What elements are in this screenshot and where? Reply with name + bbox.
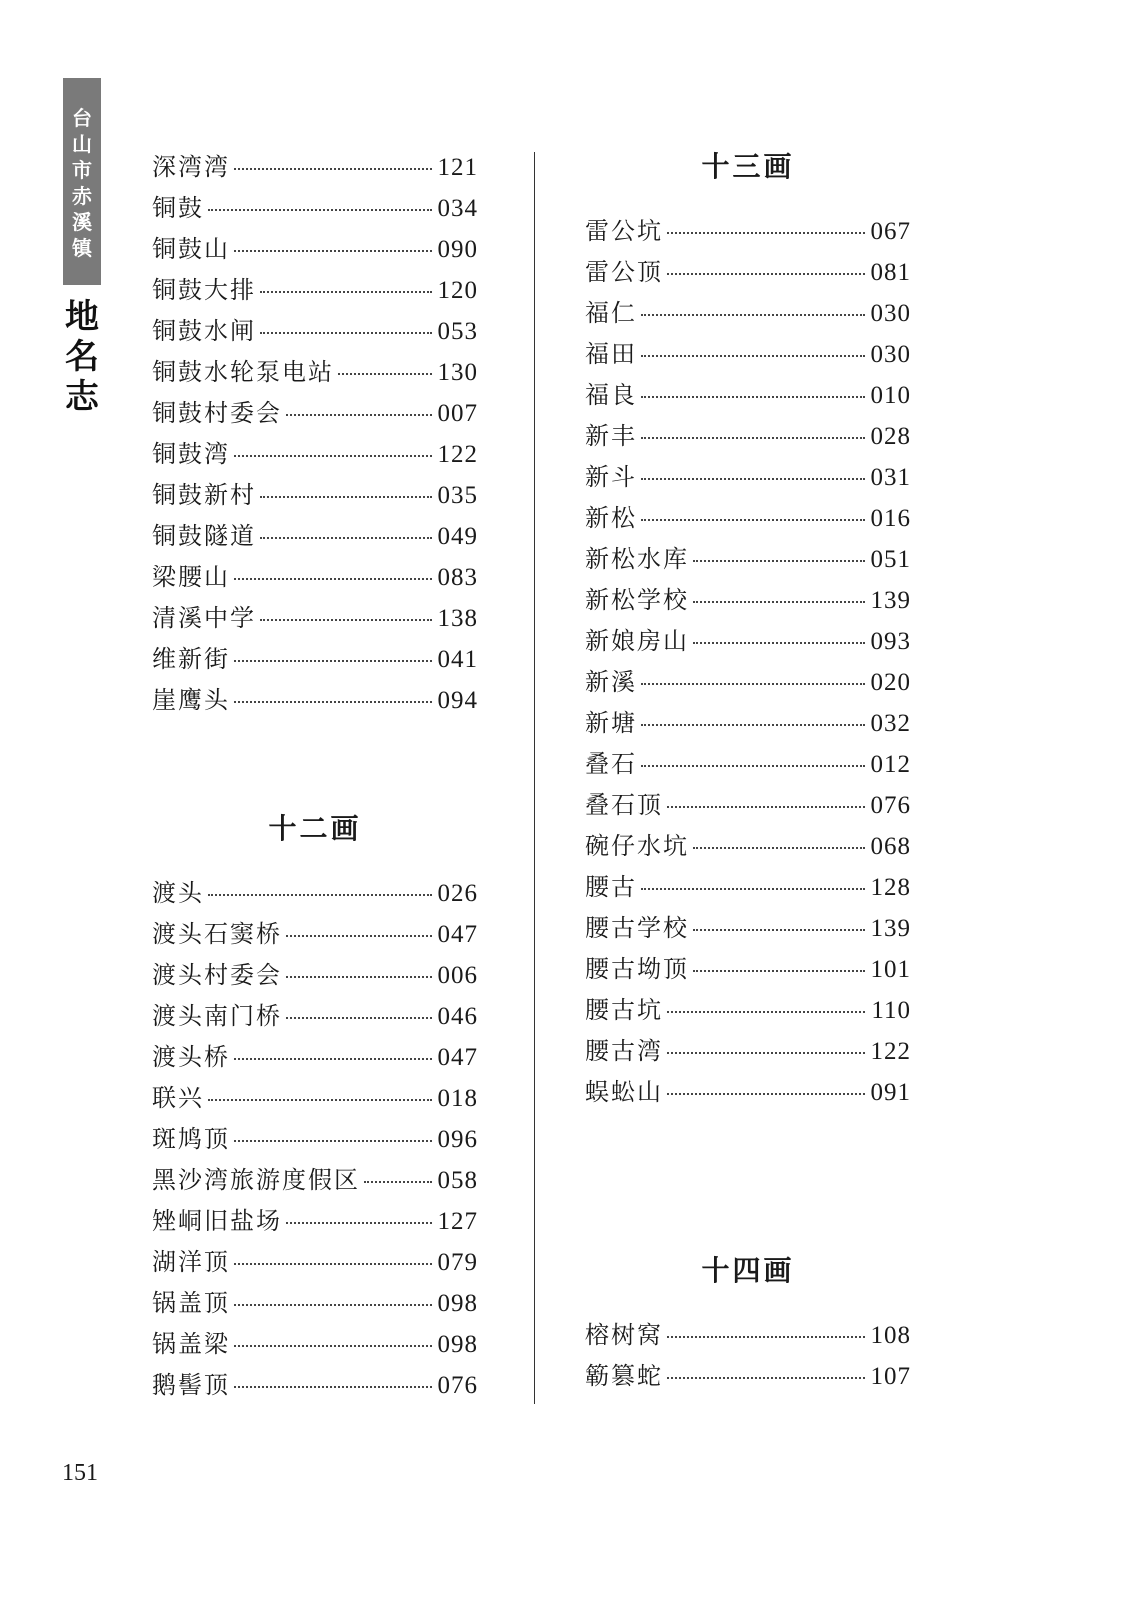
index-entry (585, 539, 911, 580)
entry-name: 铜鼓湾 (152, 440, 230, 468)
side-tab-char: 赤 (72, 183, 92, 208)
entry-page-number: 120 (437, 277, 478, 304)
entry-name: 福良 (585, 381, 637, 409)
entry-name: 鹅髻顶 (152, 1371, 230, 1399)
entry-page-number: 051 (870, 546, 911, 573)
entry-page-number: 030 (870, 300, 911, 327)
index-column-left (152, 147, 478, 1406)
dot-leader (667, 1011, 865, 1013)
dot-leader (286, 976, 432, 978)
side-tab-char: 溪 (72, 209, 92, 234)
dot-leader (260, 291, 432, 293)
dot-leader (693, 970, 865, 972)
index-entry (152, 516, 478, 557)
dot-leader (641, 724, 865, 726)
entry-name: 黑沙湾旅游度假区 (152, 1166, 360, 1194)
index-entry (585, 990, 911, 1031)
entry-name: 渡头南门桥 (152, 1002, 282, 1030)
entry-page-number: 076 (870, 792, 911, 819)
entry-name: 矬峒旧盐场 (152, 1207, 282, 1235)
index-entry (585, 498, 911, 539)
entry-name: 腰古坑 (585, 996, 663, 1024)
dot-leader (286, 935, 432, 937)
entry-name: 深湾湾 (152, 153, 230, 181)
index-list (152, 873, 478, 1406)
index-entry (152, 598, 478, 639)
entry-name: 榕树窝 (585, 1321, 663, 1349)
index-entry (585, 662, 911, 703)
entry-page-number: 020 (870, 669, 911, 696)
dot-leader (260, 537, 432, 539)
dot-leader (641, 478, 865, 480)
dot-leader (693, 601, 865, 603)
index-entry (585, 1072, 911, 1113)
entry-page-number: 049 (437, 523, 478, 550)
index-entry (585, 211, 911, 252)
entry-name: 渡头桥 (152, 1043, 230, 1071)
entry-page-number: 028 (870, 423, 911, 450)
index-entry (152, 914, 478, 955)
entry-page-number: 007 (437, 400, 478, 427)
index-entry (585, 949, 911, 990)
section-title: 十四画 (701, 1254, 795, 1287)
entry-name: 新塘 (585, 709, 637, 737)
entry-name: 雷公坑 (585, 217, 663, 245)
entry-page-number: 091 (870, 1079, 911, 1106)
dot-leader (641, 355, 865, 357)
entry-name: 铜鼓山 (152, 235, 230, 263)
dot-leader (641, 519, 865, 521)
entry-name: 新娘房山 (585, 627, 689, 655)
entry-name: 腰古 (585, 873, 637, 901)
index-entry (585, 908, 911, 949)
dot-leader (667, 273, 865, 275)
dot-leader (286, 1222, 432, 1224)
dot-leader (260, 619, 432, 621)
entry-page-number: 068 (870, 833, 911, 860)
dot-leader (641, 314, 865, 316)
side-tab-char: 市 (72, 157, 92, 182)
index-column-right (585, 147, 911, 1397)
entry-name: 铜鼓新村 (152, 481, 256, 509)
dot-leader (234, 1345, 432, 1347)
index-entry (585, 826, 911, 867)
dot-leader (667, 1336, 865, 1338)
index-entry (585, 744, 911, 785)
index-entry (152, 1201, 478, 1242)
index-entry (152, 557, 478, 598)
index-entry (152, 393, 478, 434)
entry-page-number: 098 (437, 1290, 478, 1317)
entry-name: 腰古湾 (585, 1037, 663, 1065)
entry-name: 叠石 (585, 750, 637, 778)
index-entry (152, 270, 478, 311)
side-tab-char: 名 (65, 337, 99, 377)
entry-name: 崖鹰头 (152, 686, 230, 714)
index-entry (152, 1037, 478, 1078)
side-tab-char: 台 (72, 105, 92, 130)
dot-leader (286, 414, 432, 416)
side-tab-char: 镇 (72, 235, 92, 260)
entry-name: 梁腰山 (152, 563, 230, 591)
entry-name: 新松 (585, 504, 637, 532)
entry-name: 雷公顶 (585, 258, 663, 286)
entry-name: 锅盖顶 (152, 1289, 230, 1317)
dot-leader (260, 496, 432, 498)
index-entry (585, 1356, 911, 1397)
index-entry (585, 621, 911, 662)
index-entry (585, 1031, 911, 1072)
entry-page-number: 032 (870, 710, 911, 737)
dot-leader (693, 642, 865, 644)
entry-page-number: 081 (870, 259, 911, 286)
side-tab-char: 山 (72, 131, 92, 156)
column-divider (534, 152, 535, 1404)
index-entry (152, 680, 478, 721)
index-entry (585, 416, 911, 457)
entry-name: 叠石顶 (585, 791, 663, 819)
entry-page-number: 041 (437, 646, 478, 673)
entry-page-number: 139 (870, 587, 911, 614)
dot-leader (667, 232, 865, 234)
index-entry (152, 1242, 478, 1283)
side-tab-char: 志 (65, 377, 99, 417)
dot-leader (208, 1099, 432, 1101)
entry-name: 碗仔水坑 (585, 832, 689, 860)
entry-page-number: 130 (437, 359, 478, 386)
entry-name: 蜈蚣山 (585, 1078, 663, 1106)
entry-page-number: 034 (437, 195, 478, 222)
entry-name: 新斗 (585, 463, 637, 491)
entry-page-number: 067 (870, 218, 911, 245)
dot-leader (208, 209, 432, 211)
entry-page-number: 046 (437, 1003, 478, 1030)
entry-page-number: 127 (437, 1208, 478, 1235)
page-number: 151 (62, 1460, 98, 1486)
entry-name: 渡头 (152, 879, 204, 907)
entry-page-number: 031 (870, 464, 911, 491)
index-list (585, 211, 911, 1113)
index-entry (152, 639, 478, 680)
index-entry (585, 252, 911, 293)
dot-leader (260, 332, 432, 334)
dot-leader (208, 894, 432, 896)
entry-page-number: 047 (437, 921, 478, 948)
dot-leader (641, 888, 865, 890)
dot-leader (693, 847, 865, 849)
index-entry (585, 457, 911, 498)
entry-page-number: 047 (437, 1044, 478, 1071)
dot-leader (234, 168, 432, 170)
entry-name: 清溪中学 (152, 604, 256, 632)
entry-name: 福仁 (585, 299, 637, 327)
dot-leader (234, 701, 432, 703)
index-list (152, 147, 478, 721)
dot-leader (234, 660, 432, 662)
index-entry (585, 375, 911, 416)
dot-leader (641, 683, 865, 685)
entry-name: 渡头石窦桥 (152, 920, 282, 948)
dot-leader (234, 1058, 432, 1060)
entry-page-number: 096 (437, 1126, 478, 1153)
dot-leader (641, 437, 865, 439)
entry-name: 新松水库 (585, 545, 689, 573)
index-entry (585, 293, 911, 334)
index-entry (152, 1365, 478, 1406)
entry-page-number: 122 (870, 1038, 911, 1065)
entry-name: 锅盖梁 (152, 1330, 230, 1358)
entry-name: 联兴 (152, 1084, 204, 1112)
entry-name: 铜鼓村委会 (152, 399, 282, 427)
entry-name: 腰古坳顶 (585, 955, 689, 983)
entry-name: 斑鸠顶 (152, 1125, 230, 1153)
entry-name: 维新街 (152, 645, 230, 673)
dot-leader (667, 806, 865, 808)
entry-page-number: 122 (437, 441, 478, 468)
entry-name: 铜鼓大排 (152, 276, 256, 304)
entry-name: 新溪 (585, 668, 637, 696)
index-entry (152, 1078, 478, 1119)
dot-leader (641, 765, 865, 767)
entry-page-number: 018 (437, 1085, 478, 1112)
entry-page-number: 107 (870, 1363, 911, 1390)
dot-leader (364, 1181, 432, 1183)
dot-leader (667, 1377, 865, 1379)
dot-leader (286, 1017, 432, 1019)
index-entry (585, 580, 911, 621)
dot-leader (234, 250, 432, 252)
dot-leader (234, 1263, 432, 1265)
entry-name: 腰古学校 (585, 914, 689, 942)
entry-page-number: 012 (870, 751, 911, 778)
entry-page-number: 093 (870, 628, 911, 655)
index-entry (152, 1324, 478, 1365)
index-entry (152, 434, 478, 475)
entry-page-number: 121 (437, 154, 478, 181)
entry-page-number: 101 (870, 956, 911, 983)
index-entry (152, 873, 478, 914)
side-tab-book-subtitle (63, 297, 101, 417)
index-entry (152, 352, 478, 393)
index-entry (152, 1160, 478, 1201)
dot-leader (234, 455, 432, 457)
dot-leader (667, 1093, 865, 1095)
dot-leader (234, 1140, 432, 1142)
index-entry (152, 475, 478, 516)
entry-page-number: 079 (437, 1249, 478, 1276)
entry-name: 湖洋顶 (152, 1248, 230, 1276)
entry-page-number: 010 (870, 382, 911, 409)
side-tab-book-title (63, 78, 101, 285)
entry-page-number: 090 (437, 236, 478, 263)
side-tab-char: 地 (65, 297, 99, 337)
entry-page-number: 035 (437, 482, 478, 509)
side-tab (63, 78, 101, 417)
entry-page-number: 076 (437, 1372, 478, 1399)
entry-page-number: 026 (437, 880, 478, 907)
index-entry (585, 1315, 911, 1356)
entry-page-number: 053 (437, 318, 478, 345)
dot-leader (667, 1052, 865, 1054)
dot-leader (693, 929, 865, 931)
section-title: 十三画 (701, 150, 795, 183)
index-entry (152, 311, 478, 352)
dot-leader (641, 396, 865, 398)
dot-leader (234, 578, 432, 580)
index-entry (152, 147, 478, 188)
index-entry (152, 1283, 478, 1324)
entry-page-number: 094 (437, 687, 478, 714)
index-entry (152, 996, 478, 1037)
entry-page-number: 083 (437, 564, 478, 591)
entry-name: 渡头村委会 (152, 961, 282, 989)
entry-name: 新松学校 (585, 586, 689, 614)
index-entry (152, 229, 478, 270)
section-title: 十二画 (268, 812, 362, 845)
index-entry (585, 334, 911, 375)
entry-name: 铜鼓 (152, 194, 204, 222)
index-list (585, 1315, 911, 1397)
index-entry (585, 867, 911, 908)
entry-page-number: 108 (870, 1322, 911, 1349)
entry-page-number: 058 (437, 1167, 478, 1194)
entry-name: 福田 (585, 340, 637, 368)
entry-page-number: 016 (870, 505, 911, 532)
index-entry (152, 955, 478, 996)
entry-name: 铜鼓水轮泵电站 (152, 358, 334, 386)
dot-leader (338, 373, 432, 375)
dot-leader (234, 1304, 432, 1306)
entry-page-number: 098 (437, 1331, 478, 1358)
entry-page-number: 139 (870, 915, 911, 942)
index-entry (152, 188, 478, 229)
entry-page-number: 110 (871, 997, 911, 1024)
index-entry (152, 1119, 478, 1160)
entry-name: 簕篡蛇 (585, 1362, 663, 1390)
entry-page-number: 006 (437, 962, 478, 989)
entry-page-number: 128 (870, 874, 911, 901)
dot-leader (693, 560, 865, 562)
index-entry (585, 785, 911, 826)
dot-leader (234, 1386, 432, 1388)
entry-name: 铜鼓水闸 (152, 317, 256, 345)
entry-page-number: 138 (437, 605, 478, 632)
index-entry (585, 703, 911, 744)
entry-name: 铜鼓隧道 (152, 522, 256, 550)
entry-name: 新丰 (585, 422, 637, 450)
entry-page-number: 030 (870, 341, 911, 368)
